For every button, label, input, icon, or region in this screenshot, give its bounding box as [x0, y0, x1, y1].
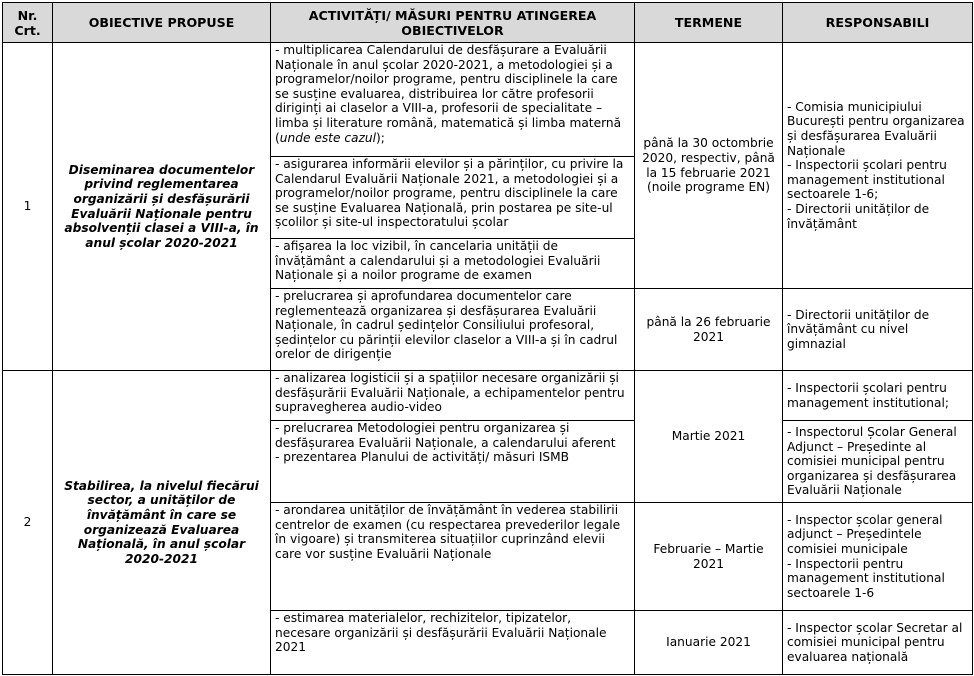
row2-term-3: Ianuarie 2021: [635, 611, 783, 675]
row1-responsible-2: - Directorii unităților de învățământ cu nivel gimnazial: [783, 289, 973, 371]
row1-activity-1: [271, 43, 635, 157]
header-activities: ACTIVITĂȚI/ MĂSURI PENTRU ATINGEREA OBIECTIVELOR: [271, 3, 635, 43]
row1-objective: Diseminarea documentelor privind reglementarea organizării și desfășurării Evaluării Naționale pentru absolvenții clasei a VIII-a, în anul școlar 2020-2021: [53, 43, 271, 371]
row1-activity-2: - asigurarea informării elevilor și a părinților, cu privire la Calendarul Evaluării Naționale 2021, a metodologiei și a programelor/noilor programe, pentru disciplinele la care se susține Evaluarea Națională, prin postarea pe site-ul școlilor și site-ul inspectoratului școlar: [271, 157, 635, 239]
row1-term-1: până la 30 octombrie 2020, respectiv, până la 15 februarie 2021 (noile programe EN): [635, 43, 783, 289]
row1-nr: 1: [3, 43, 53, 371]
plan-table-container: [2, 2, 973, 675]
row1-activity-1-text: - multiplicarea Calendarului de desfășurare a Evaluării Naționale în anul școlar 2020-2021, a metodologiei și a programelor/noilor programe, pentru disciplinele la care se susține evaluarea, distribuirea lor către profesorii diriginți ai claselor a VIII-a, profesorii de specialitate – limba și literature română, matematică și limba maternă (: [275, 43, 622, 145]
row2-responsible-2: - Inspectorul Școlar General Adjunct – Președinte al comisiei municipal pentru organizarea și desfășurarea Evaluării Naționale: [783, 421, 973, 503]
row2-responsible-3-item: - Inspector școlar general adjunct – Președintele comisiei municipale: [787, 512, 943, 556]
row2-term-2: Februarie – Martie 2021: [635, 503, 783, 611]
row1-activity-1-end: );: [376, 130, 385, 145]
row1-responsible-1-item: - Inspectorii școlari pentru management institutional sectoarele 1-6;: [787, 158, 947, 202]
row2-responsible-3-item: - Inspectorii pentru management institutional sectoarele 1-6: [787, 556, 945, 600]
header-row: [3, 3, 973, 43]
row2-activity-2: [271, 421, 635, 503]
row2-activity-3: - arondarea unităților de învățământ în vederea stabilirii centrelor de examen (cu respectarea prevederilor legale în vigoare) și transmiterea situațiilor cuprinzând elevii care vor susține Evaluării Naționale: [271, 503, 635, 611]
row1-activity-3: - afișarea la loc vizibil, în cancelaria unității de învățământ a calendarului și a metodologiei Evaluării Naționale și a noilor programe de examen: [271, 239, 635, 289]
row2-activity-2a: - prelucrarea Metodologiei pentru organizarea și desfășurarea Evaluării Naționale, a calendarului aferent: [275, 421, 616, 450]
header-nr: Nr. Crt.: [3, 3, 53, 43]
table-row: [3, 371, 973, 421]
row2-activity-4: - estimarea materialelor, rechizitelor, tipizatelor, necesare organizării și desfășurării Evaluării Naționale 2021: [271, 611, 635, 675]
row2-activity-1: - analizarea logisticii și a spațiilor necesare organizării și desfășurării Evaluării Naționale, a echipamentelor pentru supravegherea audio-video: [271, 371, 635, 421]
row2-activity-2b: - prezentarea Planului de activități/ măsuri ISMB: [275, 450, 570, 465]
plan-table: [2, 2, 973, 675]
row2-responsible-3: [783, 503, 973, 611]
table-row: [3, 43, 973, 157]
header-responsible: RESPONSABILI: [783, 3, 973, 43]
row2-responsible-1: - Inspectorii școlari pentru management institutional;: [783, 371, 973, 421]
row2-nr: 2: [3, 371, 53, 675]
row2-responsible-4: - Inspector școlar Secretar al comisiei municipal pentru evaluarea națională: [783, 611, 973, 675]
row1-term-2: până la 26 februarie 2021: [635, 289, 783, 371]
header-deadlines: TERMENE: [635, 3, 783, 43]
row2-term-1: Martie 2021: [635, 371, 783, 503]
row1-responsible-1-item: - Comisia municipiului București pentru organizarea și desfășurarea Evaluării Naționale: [787, 99, 965, 158]
row1-responsible-1: [783, 43, 973, 289]
header-objective: OBIECTIVE PROPUSE: [53, 3, 271, 43]
row1-activity-4: - prelucrarea și aprofundarea documentelor care reglementează organizarea și desfășurarea Evaluării Naționale, în cadrul ședințelor Consiliului profesoral, ședințelor cu părinții elevilor claselor a VIII-a și în cadrul orelor de dirigenție: [271, 289, 635, 371]
row1-responsible-1-item: - Directorii unităților de învățământ: [787, 201, 930, 231]
row2-objective: Stabilirea, la nivelul fiecărui sector, a unităților de învățământ în care se organizează Evaluarea Națională, în anul școlar 2020-2021: [53, 371, 271, 675]
row1-activity-1-emphasis: unde este cazul: [279, 130, 376, 145]
